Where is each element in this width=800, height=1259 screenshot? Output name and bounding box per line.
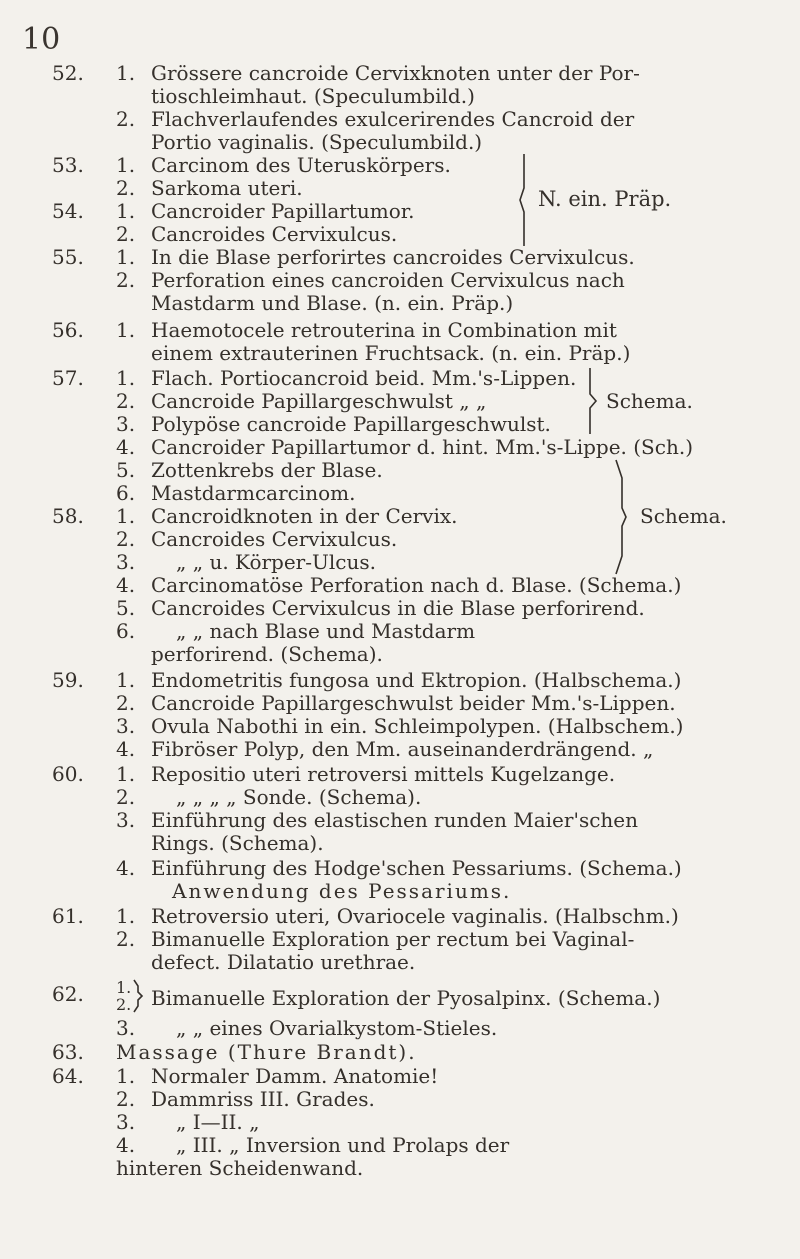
brace-label-schema-58: Schema. [640,504,727,528]
item-text: „ „ eines Ovarialkystom-Stieles. [176,1016,498,1040]
item-number: 3. [116,714,136,738]
item-text: Flachverlaufendes exulcerirendes Cancroid der [151,107,635,131]
item-text: Carcinom des Uteruskörpers. [151,153,451,177]
item-number: 3. [116,1016,136,1040]
item-text: Cancroides Cervixulcus. [151,527,398,551]
item-text: Ovula Nabothi in ein. Schleimpolypen. (Halbschem.) [151,714,684,738]
item-number: 2. [116,927,136,951]
brace-label-schema-57: Schema. [606,389,693,413]
item-text: Flach. Portiocancroid beid. Mm.'s-Lippen. [151,366,577,390]
brace-53-54 [518,152,534,248]
item-number: 5. [116,458,136,482]
item-number: 3. [116,808,136,832]
item-number: 1. [116,668,136,692]
item-text: Cancroides Cervixulcus. [151,222,398,246]
item-number: 4. [116,435,136,459]
item-text-cont: einem extrauterinen Fruchtsack. (n. ein. Präp.) [151,341,631,365]
brace-57 [586,366,602,436]
item-text: Carcinomatöse Perforation nach d. Blase. (Schema.) [151,573,682,597]
item-text: Einführung des elastischen runden Maier'schen [151,808,639,832]
item-text: Cancroides Cervixulcus in die Blase perforirend. [151,596,645,620]
brace-57-58 [612,458,628,576]
item-text-cont: Rings. (Schema). [151,831,324,855]
item-text: Bimanuelle Exploration per rectum bei Vaginal- [151,927,635,951]
item-number: 2. [116,107,136,131]
item-text: Massage (Thure Brandt). [116,1040,417,1064]
item-text-cont: Anwendung des Pessariums. [172,879,512,903]
item-text: Normaler Damm. Anatomie! [151,1064,439,1088]
item-number: 1. [116,762,136,786]
item-text: Polypöse cancroide Papillargeschwulst. [151,412,551,436]
item-text: Fibröser Polyp, den Mm. auseinanderdrängend. „ [151,737,654,761]
item-number: 2. [116,1087,136,1111]
item-text-cont: hinteren Scheidenwand. [116,1156,364,1180]
item-text: Repositio uteri retroversi mittels Kugelzange. [151,762,616,786]
item-number: 4. [116,737,136,761]
item-text: „ I—II. „ [176,1110,260,1134]
item-text-cont: Mastdarm und Blase. (n. ein. Präp.) [151,291,514,315]
group-number-61: 61. [52,904,84,928]
item-text: Haemotocele retrouterina in Combination mit [151,318,617,342]
page-number: 10 [22,22,61,57]
item-number: 2. [116,785,136,809]
item-text-cont: perforirend. (Schema). [151,642,383,666]
item-number: 1. [116,1064,136,1088]
group-number-63: 63. [52,1040,84,1064]
item-text: Zottenkrebs der Blase. [151,458,383,482]
item-number: 1. [116,199,136,223]
item-number: 1. [116,366,136,390]
item-number: 4. [116,856,136,880]
item-number: 6. [116,619,136,643]
group-number-54: 54. [52,199,84,223]
item-number: 5. [116,596,136,620]
item-number: 4. [116,1133,136,1157]
item-text: Sarkoma uteri. [151,176,303,200]
group-number-60: 60. [52,762,84,786]
item-number: 1. [116,904,136,928]
item-number: 3. [116,550,136,574]
item-number: 1. [116,504,136,528]
item-text: „ „ „ „ Sonde. (Schema). [176,785,422,809]
item-text: „ „ u. Körper-Ulcus. [176,550,376,574]
item-text-cont: Portio vaginalis. (Speculumbild.) [151,130,483,154]
item-number: 1. [116,318,136,342]
item-number: 1. [116,245,136,269]
item-text: Perforation eines cancroiden Cervixulcus nach [151,268,625,292]
group-number-59: 59. [52,668,84,692]
item-number: 2. [116,527,136,551]
group-number-64: 64. [52,1064,84,1088]
group-number-52: 52. [52,61,84,85]
item-text: Endometritis fungosa und Ektropion. (Halbschema.) [151,668,682,692]
item-text: Cancroider Papillartumor. [151,199,415,223]
item-number: 4. [116,573,136,597]
group-number-62: 62. [52,982,84,1006]
item-text: Cancroide Papillargeschwulst „ „ [151,389,487,413]
item-text: Cancroidknoten in der Cervix. [151,504,458,528]
item-text: Dammriss III. Grades. [151,1087,375,1111]
item-text-cont: tioschleimhaut. (Speculumbild.) [151,84,475,108]
item-number: 3. [116,1110,136,1134]
item-text: Mastdarmcarcinom. [151,481,356,505]
item-number-small: 2. [116,995,132,1014]
item-text: Bimanuelle Exploration der Pyosalpinx. (Schema.) [151,986,661,1010]
item-text: „ „ nach Blase und Mastdarm [176,619,476,643]
group-number-58: 58. [52,504,84,528]
group-number-55: 55. [52,245,84,269]
item-number: 2. [116,691,136,715]
item-number: 2. [116,176,136,200]
item-text: Einführung des Hodge'schen Pessariums. (Schema.) [151,856,682,880]
item-text: Grössere cancroide Cervixknoten unter der Por- [151,61,640,85]
item-number: 2. [116,222,136,246]
item-number: 3. [116,412,136,436]
item-text: Cancroider Papillartumor d. hint. Mm.'s-Lippe. (Sch.) [151,435,693,459]
item-number: 2. [116,268,136,292]
group-number-57: 57. [52,366,84,390]
brace-62 [132,978,144,1014]
item-number: 2. [116,389,136,413]
item-number: 1. [116,153,136,177]
group-number-53: 53. [52,153,84,177]
item-text: Cancroide Papillargeschwulst beider Mm.'s-Lippen. [151,691,676,715]
item-text: Retroversio uteri, Ovariocele vaginalis. (Halbschm.) [151,904,679,928]
item-number: 6. [116,481,136,505]
item-text: In die Blase perforirtes cancroides Cervixulcus. [151,245,635,269]
group-number-56: 56. [52,318,84,342]
item-number-small: 1. [116,978,132,997]
item-text: „ III. „ Inversion und Prolaps der [176,1133,510,1157]
item-text-cont: defect. Dilatatio urethrae. [151,950,416,974]
brace-label-prep: N. ein. Präp. [538,187,672,211]
item-number: 1. [116,61,136,85]
